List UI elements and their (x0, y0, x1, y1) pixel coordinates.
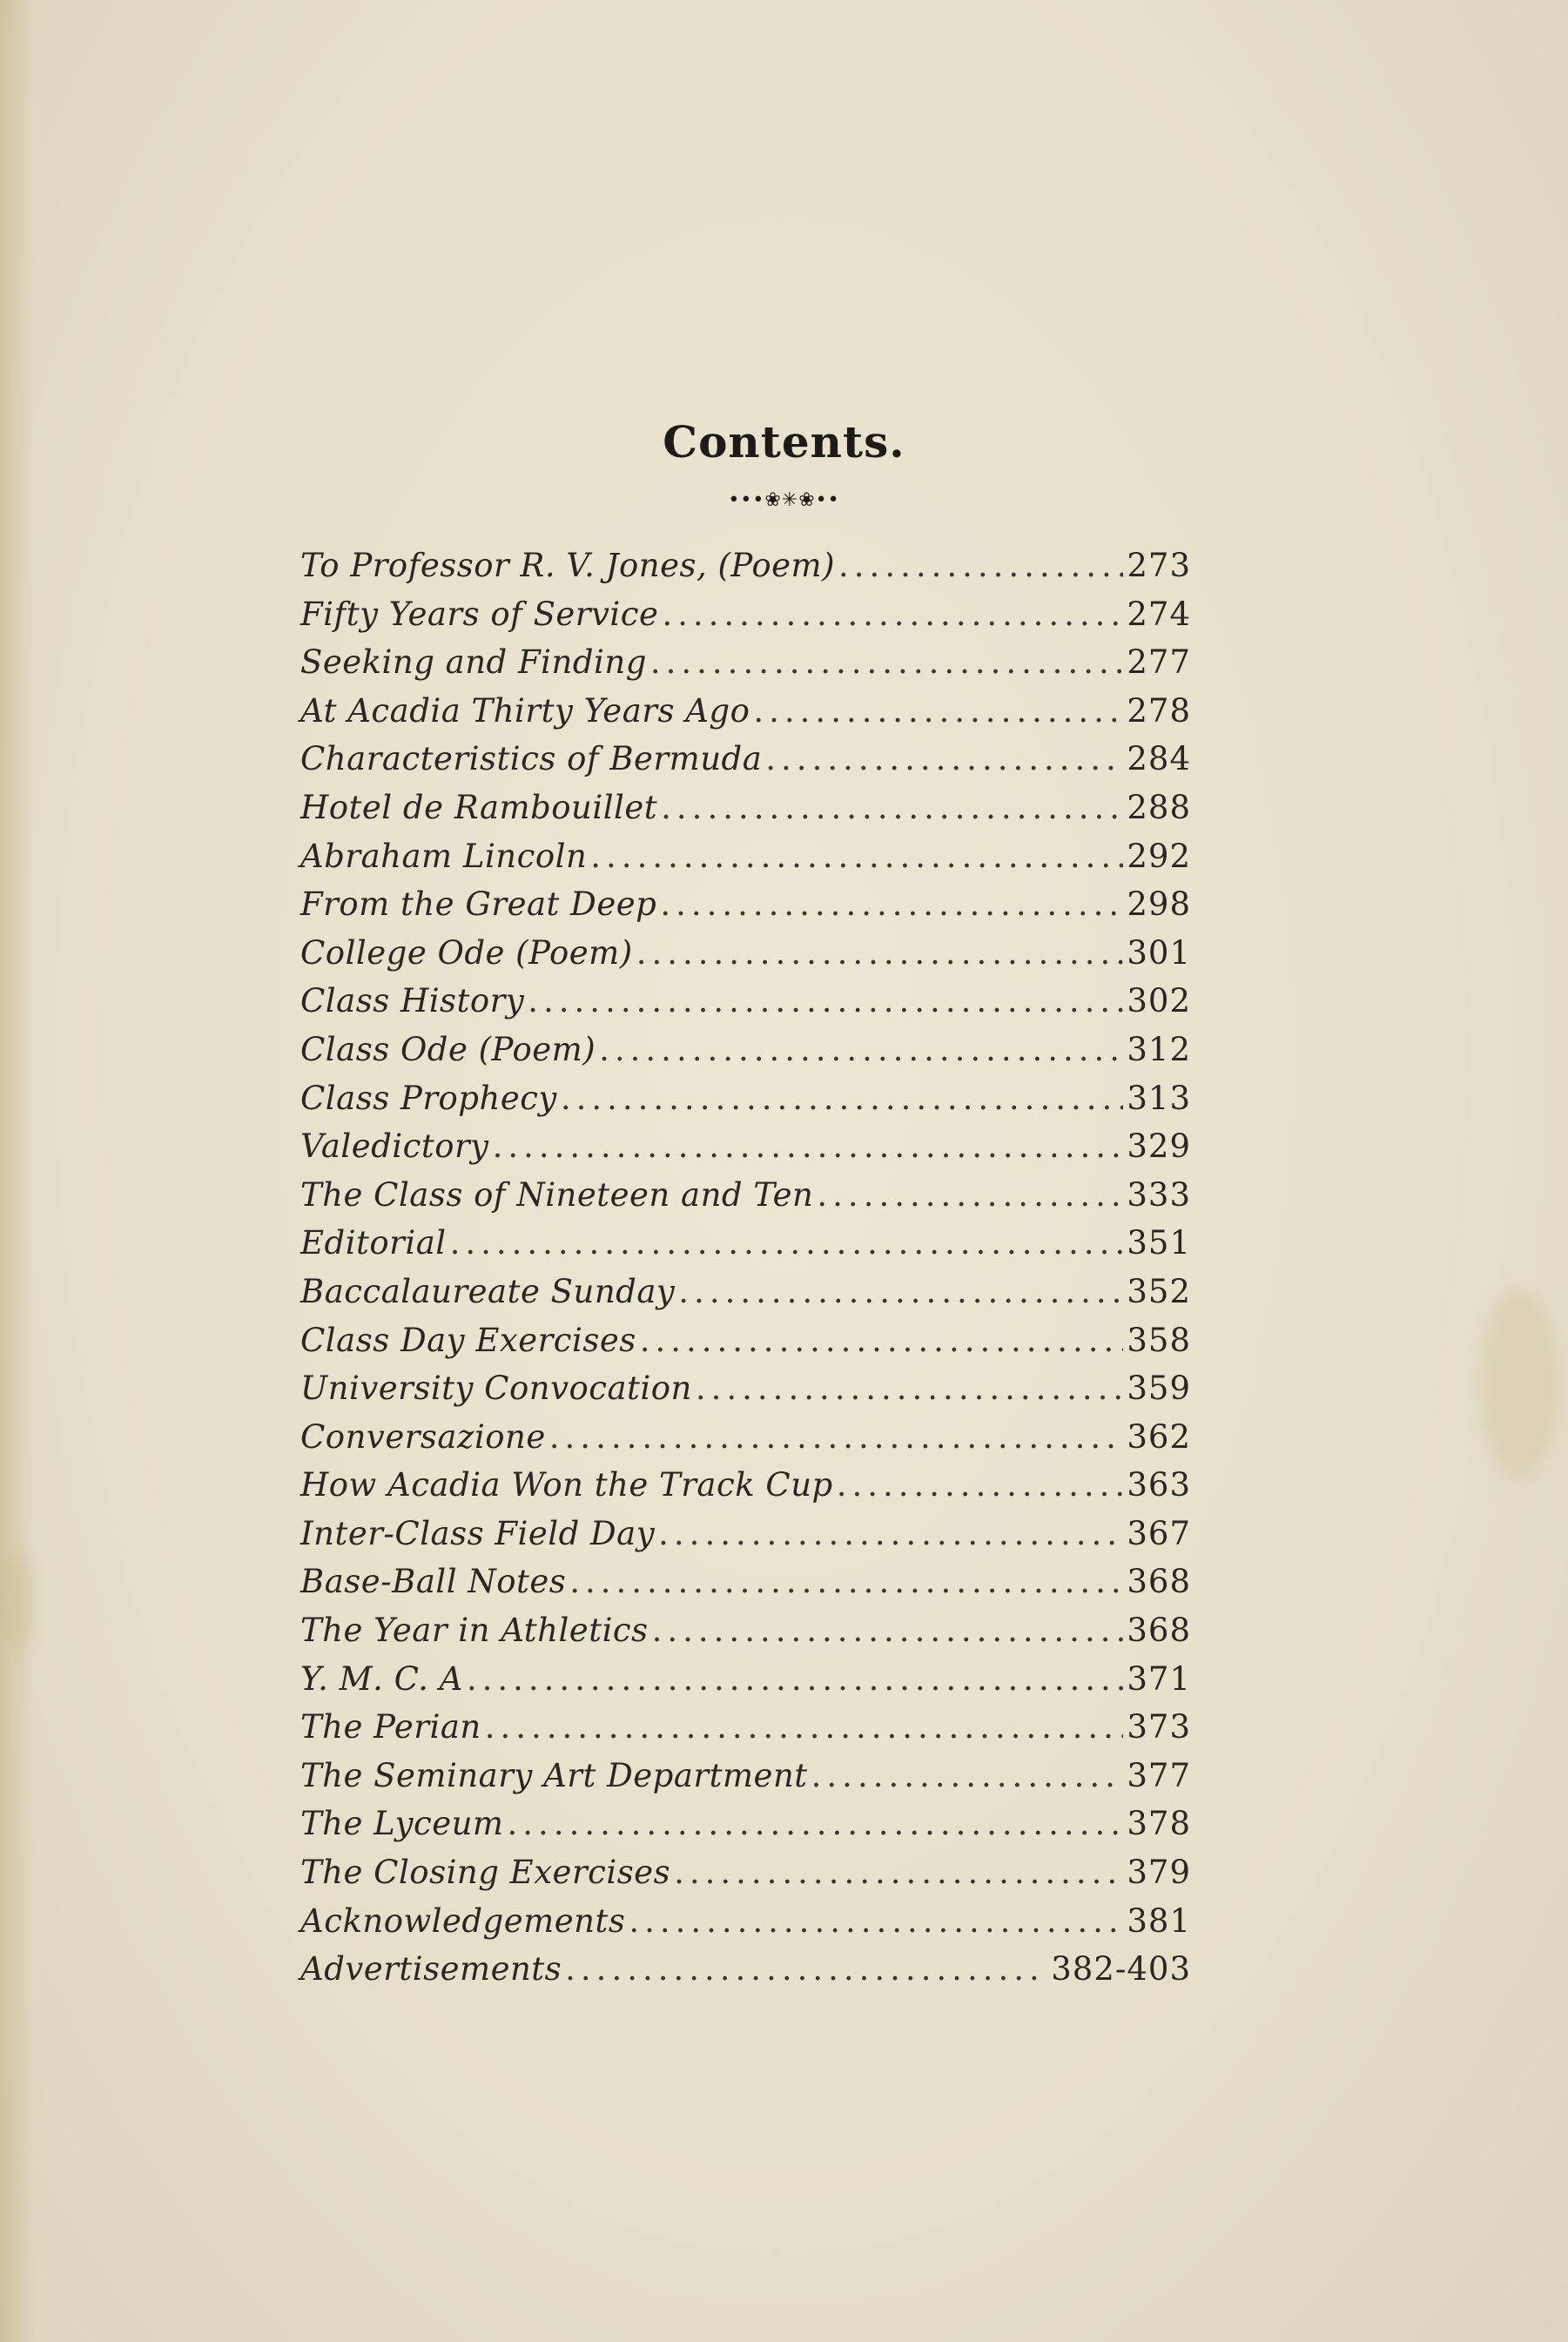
toc-entry-title: Seeking and Finding (300, 643, 647, 682)
dot-leader (549, 1418, 1124, 1456)
toc-entry-page: 371 (1127, 1659, 1191, 1698)
toc-entry-page: 359 (1127, 1370, 1191, 1408)
dot-leader (674, 1854, 1123, 1891)
page-edge-shadow (0, 0, 35, 2342)
toc-entry-page: 382-403 (1051, 1950, 1191, 1989)
toc-entry (300, 1127, 1191, 1176)
toc-entry-page: 313 (1127, 1079, 1191, 1117)
toc-entry-page: 284 (1127, 740, 1191, 778)
dot-leader (817, 1176, 1123, 1214)
toc-entry-title: Class History (300, 982, 525, 1020)
dot-leader (561, 1080, 1124, 1117)
toc-entry (300, 1466, 1191, 1515)
dot-leader (640, 1322, 1124, 1359)
toc-entry-page: 288 (1127, 788, 1191, 826)
toc-entry-page: 312 (1127, 1030, 1191, 1068)
toc-entry-title: College Ode (Poem) (300, 933, 633, 972)
dot-leader (811, 1757, 1124, 1794)
dot-leader (658, 1515, 1123, 1552)
dot-leader (590, 838, 1123, 875)
toc-entry-title: Class Day Exercises (300, 1321, 636, 1359)
toc-entry-page: 298 (1127, 885, 1191, 924)
dot-leader (678, 1273, 1123, 1310)
paper-stain (0, 1550, 35, 1654)
toc-entry-title: Class Ode (Poem) (300, 1030, 596, 1068)
toc-entry-page: 368 (1127, 1612, 1191, 1650)
toc-entry-page: 373 (1127, 1708, 1191, 1746)
dot-leader (661, 789, 1123, 826)
toc-entry-page: 351 (1127, 1224, 1191, 1262)
toc-entry-title: The Lyceum (300, 1805, 504, 1843)
toc-entry-page: 301 (1127, 933, 1191, 972)
toc-entry-title: Abraham Lincoln (300, 837, 588, 875)
toc-entry (300, 643, 1191, 692)
toc-entry (300, 1370, 1191, 1418)
dot-leader (599, 1031, 1123, 1068)
toc-entry (300, 838, 1191, 886)
toc-entry-page: 274 (1127, 595, 1191, 633)
table-of-contents (300, 547, 1191, 1999)
toc-entry (300, 1612, 1191, 1660)
toc-entry (300, 740, 1191, 789)
toc-entry (300, 547, 1191, 596)
toc-entry-title: Conversazione (300, 1417, 546, 1456)
toc-entry-page: 362 (1127, 1417, 1191, 1456)
dot-leader (765, 740, 1123, 777)
toc-entry (300, 1950, 1191, 1999)
toc-entry-page: 378 (1127, 1805, 1191, 1843)
toc-entry-title: University Convocation (300, 1370, 692, 1408)
toc-entry-page: 379 (1127, 1854, 1191, 1892)
toc-entry (300, 1176, 1191, 1225)
toc-entry-title: Editorial (300, 1224, 447, 1262)
dot-leader (660, 885, 1123, 923)
toc-entry-page: 333 (1127, 1175, 1191, 1214)
dot-leader (696, 1370, 1124, 1407)
toc-entry-title: At Acadia Thirty Years Ago (300, 691, 750, 730)
toc-entry (300, 1757, 1191, 1806)
toc-entry (300, 1031, 1191, 1080)
dot-leader (485, 1708, 1124, 1746)
dot-leader (508, 1805, 1124, 1842)
dot-leader (636, 934, 1124, 972)
toc-entry-title: The Seminary Art Department (300, 1756, 808, 1794)
paper-stain (1480, 1289, 1558, 1480)
toc-entry-title: Base-Ball Notes (300, 1563, 567, 1601)
toc-entry-page: 381 (1127, 1901, 1191, 1940)
dot-leader (569, 1563, 1123, 1600)
toc-entry (300, 1708, 1191, 1757)
dot-leader (450, 1224, 1124, 1262)
ornament-divider: •••❀✳❀•• (728, 489, 840, 511)
toc-entry-page: 377 (1127, 1756, 1191, 1794)
toc-entry-title: The Perian (300, 1708, 481, 1746)
toc-entry-page: 358 (1127, 1321, 1191, 1359)
dot-leader (565, 1950, 1047, 1988)
toc-entry (300, 1805, 1191, 1854)
toc-entry-page: 329 (1127, 1127, 1191, 1166)
toc-entry (300, 885, 1191, 934)
toc-entry (300, 789, 1191, 838)
toc-entry-page: 292 (1127, 837, 1191, 875)
toc-entry (300, 1224, 1191, 1273)
toc-entry-page: 363 (1127, 1466, 1191, 1504)
toc-entry-title: Fifty Years of Service (300, 595, 659, 633)
toc-entry-title: Acknowledgements (300, 1901, 626, 1940)
toc-entry-title: To Professor R. V. Jones, (Poem) (300, 547, 836, 584)
toc-entry-page: 368 (1127, 1563, 1191, 1601)
toc-entry (300, 692, 1191, 741)
toc-entry (300, 1418, 1191, 1467)
toc-entry-title: Hotel de Rambouillet (300, 788, 658, 826)
toc-entry (300, 1563, 1191, 1612)
dot-leader (838, 547, 1123, 584)
toc-entry-title: How Acadia Won the Track Cup (300, 1466, 833, 1504)
toc-entry-page: 352 (1127, 1272, 1191, 1310)
dot-leader (528, 982, 1123, 1020)
toc-entry-page: 367 (1127, 1514, 1191, 1552)
toc-entry-title: Inter-Class Field Day (300, 1514, 656, 1552)
dot-leader (493, 1127, 1124, 1165)
toc-entry (300, 934, 1191, 983)
toc-entry (300, 982, 1191, 1031)
dot-leader (652, 1612, 1124, 1649)
toc-entry (300, 1902, 1191, 1951)
dot-leader (837, 1466, 1124, 1504)
toc-entry (300, 1080, 1191, 1128)
toc-entry-title: Characteristics of Bermuda (300, 740, 763, 778)
toc-entry (300, 1322, 1191, 1370)
dot-leader (467, 1660, 1124, 1698)
toc-entry (300, 1273, 1191, 1322)
toc-entry-page: 278 (1127, 691, 1191, 730)
dot-leader (662, 596, 1123, 633)
toc-entry-title: The Year in Athletics (300, 1612, 649, 1650)
toc-entry-title: Baccalaureate Sunday (300, 1272, 676, 1310)
dot-leader (650, 643, 1124, 681)
toc-entry-page: 273 (1127, 547, 1191, 584)
dot-leader (629, 1902, 1123, 1940)
toc-entry-page: 302 (1127, 982, 1191, 1020)
toc-entry-title: The Closing Exercises (300, 1854, 671, 1892)
toc-entry-title: Advertisements (300, 1950, 562, 1989)
toc-entry-title: Valedictory (300, 1127, 489, 1166)
toc-entry-title: Y. M. C. A (300, 1659, 463, 1698)
toc-entry-title: Class Prophecy (300, 1079, 557, 1117)
page-title: Contents. (663, 416, 905, 468)
toc-entry-page: 277 (1127, 643, 1191, 682)
toc-entry (300, 1854, 1191, 1902)
toc-entry (300, 596, 1191, 644)
toc-entry (300, 1515, 1191, 1564)
toc-entry-title: From the Great Deep (300, 885, 657, 924)
toc-entry-title: The Class of Nineteen and Ten (300, 1175, 814, 1214)
dot-leader (753, 692, 1123, 730)
toc-entry (300, 1660, 1191, 1709)
